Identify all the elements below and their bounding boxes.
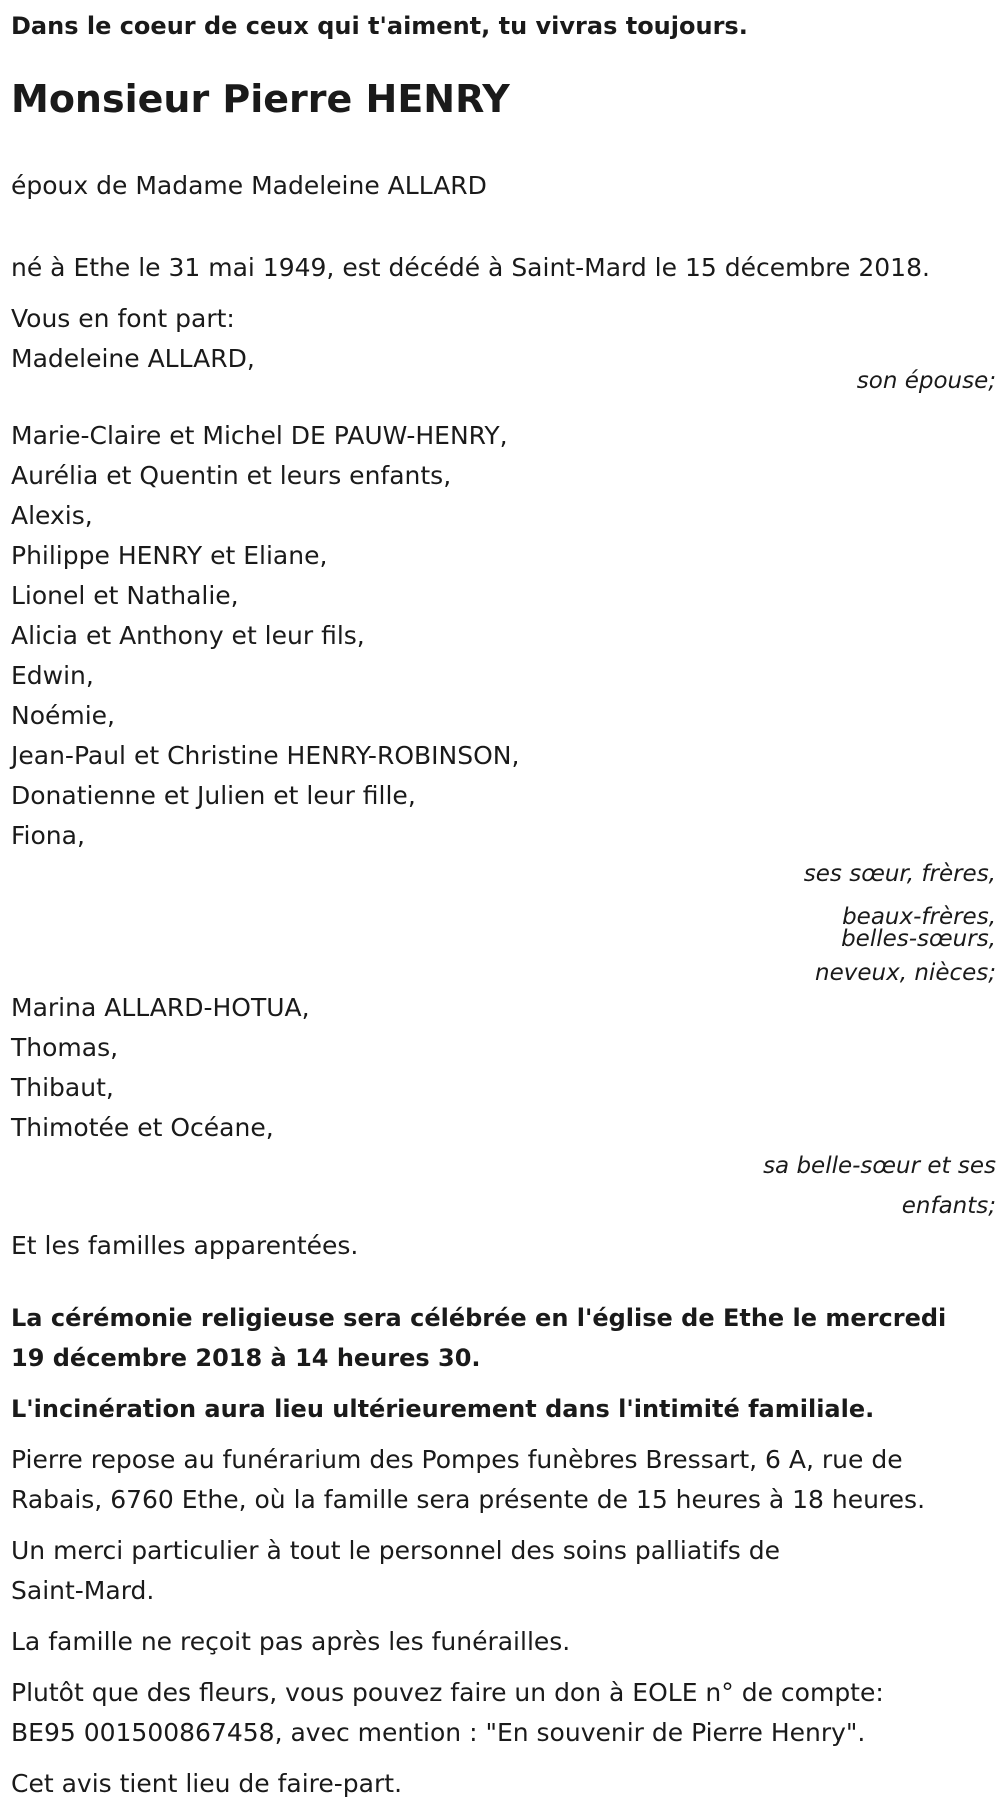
family-role: beaux-frères, [842,904,996,930]
ceremony-section [11,1298,996,1429]
family-role: sa belle-sœur et ses [763,1153,996,1179]
incineration-line: L'incinération aura lieu ultérieurement dans l'intimité familiale. [11,1395,875,1423]
family-name: Edwin, [11,661,94,690]
family-name: Alicia et Anthony et leur fils, [11,621,365,650]
donation-line: BE95 001500867458, avec mention : "En souvenir de Pierre Henry". [11,1718,866,1747]
funerarium-line: Pierre repose au funérarium des Pompes funèbres Bressart, 6 A, rue de [11,1445,903,1474]
funerarium-line: Rabais, 6760 Ethe, où la famille sera présente de 15 heures à 18 heures. [11,1485,926,1514]
family-name: Lionel et Nathalie, [11,581,239,610]
family-group-siblings [11,416,996,993]
family-name: Alexis, [11,501,93,530]
obituary-document [11,0,996,1804]
family-name: Thimotée et Océane, [11,1113,274,1142]
no-reception-line: La famille ne reçoit pas après les funérailles. [11,1627,571,1656]
family-name: Thibaut, [11,1073,114,1102]
announce-line: Vous en font part: [11,304,235,333]
family-name: Madeleine ALLARD, [11,344,255,373]
epitaph: Dans le coeur de ceux qui t'aiment, tu vivras toujours. [11,12,748,40]
family-name: Philippe HENRY et Eliane, [11,541,328,570]
family-role: belles-sœurs, [841,926,996,952]
family-group-in-laws [11,988,996,1226]
final-line: Cet avis tient lieu de faire-part. [11,1769,403,1798]
deceased-name: Monsieur Pierre HENRY [11,77,510,121]
family-role: son épouse; [856,368,996,394]
family-role: ses sœur, frères, [803,861,996,887]
ceremony-line: La cérémonie religieuse sera célébrée en l'église de Ethe le mercredi [11,1304,947,1332]
family-name: Aurélia et Quentin et leurs enfants, [11,461,452,490]
spouse-line: époux de Madame Madeleine ALLARD [11,171,487,200]
family-role: neveux, nièces; [815,960,996,986]
details-section [11,1440,996,1804]
family-name: Noémie, [11,701,116,730]
birth-death-line: né à Ethe le 31 mai 1949, est décédé à Saint-Mard le 15 décembre 2018. [11,253,930,282]
family-group-spouse [11,339,996,401]
donation-line: Plutôt que des fleurs, vous pouvez faire un don à EOLE n° de compte: [11,1678,884,1707]
family-name: Thomas, [11,1033,119,1062]
thanks-line: Un merci particulier à tout le personnel des soins palliatifs de [11,1536,780,1565]
family-name: Jean-Paul et Christine HENRY-ROBINSON, [11,741,520,770]
family-name: Fiona, [11,821,85,850]
family-name: Donatienne et Julien et leur fille, [11,781,416,810]
family-role: enfants; [901,1193,996,1219]
family-name: Marie-Claire et Michel DE PAUW-HENRY, [11,421,508,450]
ceremony-line: 19 décembre 2018 à 14 heures 30. [11,1344,481,1372]
thanks-line: Saint-Mard. [11,1576,155,1605]
related-families: Et les familles apparentées. [11,1231,359,1260]
family-name: Marina ALLARD-HOTUA, [11,993,310,1022]
